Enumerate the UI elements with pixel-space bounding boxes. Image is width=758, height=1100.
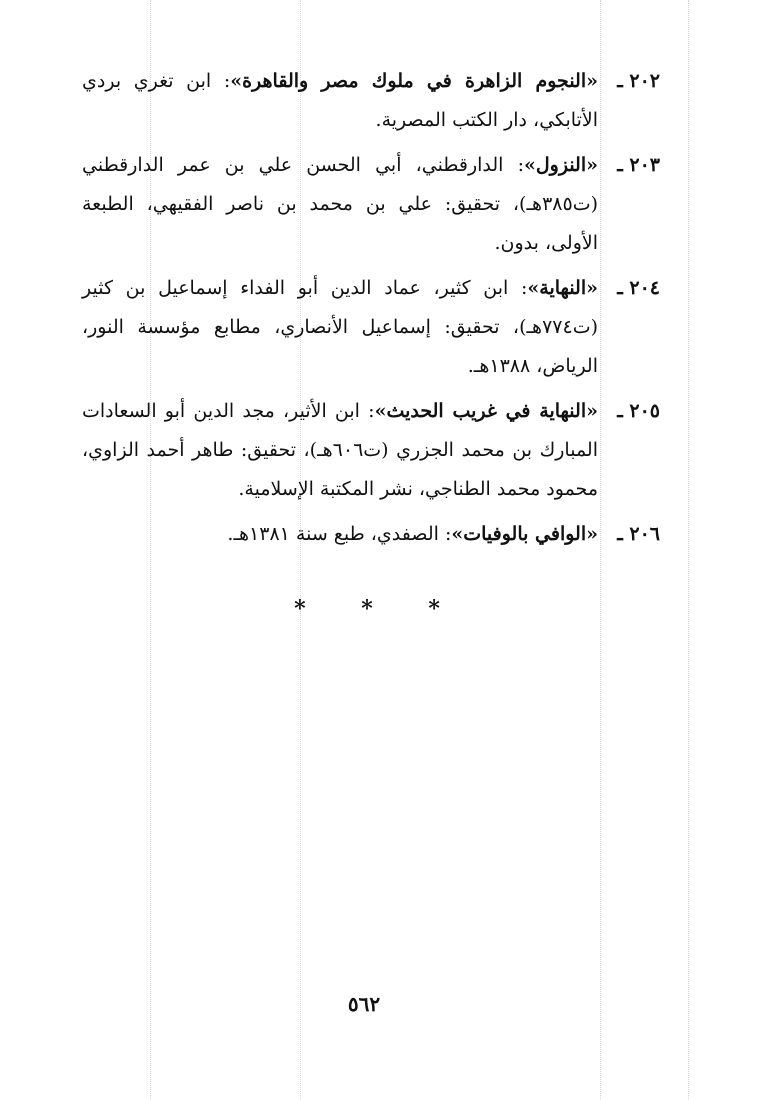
entry-title: «النجوم الزاهرة في ملوك مصر والقاهرة» xyxy=(230,70,598,92)
bibliography-entry xyxy=(82,146,660,263)
page-number: ٥٦٢ xyxy=(347,992,381,1016)
entry-details: : ابن كثير، عماد الدين أبو الفداء إسماعيل بن كثير (ت٧٧٤هـ)، تحقيق: إسماعيل الأنصاري، مطابع مؤسسة النور، الرياض، ١٣٨٨هـ. xyxy=(82,277,598,377)
bibliography-entry xyxy=(82,269,660,386)
entry-number: ٢٠٦ ـ xyxy=(617,523,660,545)
entry-title: «النزول» xyxy=(523,154,598,176)
entry-title: «النهاية» xyxy=(527,277,598,299)
entry-details: : الصفدي، طبع سنة ١٣٨١هـ. xyxy=(227,523,452,545)
entry-body xyxy=(82,392,598,509)
entry-number: ٢٠٣ ـ xyxy=(617,154,660,176)
entry-title: «الوافي بالوفيات» xyxy=(451,523,598,545)
entry-body xyxy=(82,146,598,263)
entry-details: : ابن الأثير، مجد الدين أبو السعادات المبارك بن محمد الجزري (ت٦٠٦هـ)، تحقيق: طاهر أحمد الزاوي، محمود محمد الطناجي، نشر المكتبة الإسلامية. xyxy=(82,400,598,500)
scan-artifact-line xyxy=(688,0,689,1100)
entry-title: «النهاية في غريب الحديث» xyxy=(374,400,598,422)
entry-body xyxy=(82,62,598,140)
entry-number: ٢٠٥ ـ xyxy=(617,400,660,422)
entry-number: ٢٠٤ ـ xyxy=(617,277,660,299)
bibliography-list xyxy=(82,62,660,560)
entry-details: : الدارقطني، أبي الحسن علي بن عمر الدارقطني (ت٣٨٥هـ)، تحقيق: علي بن محمد بن ناصر الفقيهي، الطبعة الأولى، بدون. xyxy=(82,154,598,254)
entry-body xyxy=(82,515,598,554)
bibliography-entry xyxy=(82,62,660,140)
entry-body xyxy=(82,269,598,386)
bibliography-entry xyxy=(82,392,660,509)
entry-details: : ابن تغري بردي الأتابكي، دار الكتب المصرية. xyxy=(82,70,598,131)
bibliography-entry xyxy=(82,515,660,554)
section-separator: * * * xyxy=(294,596,464,622)
entry-number: ٢٠٢ ـ xyxy=(617,70,660,92)
